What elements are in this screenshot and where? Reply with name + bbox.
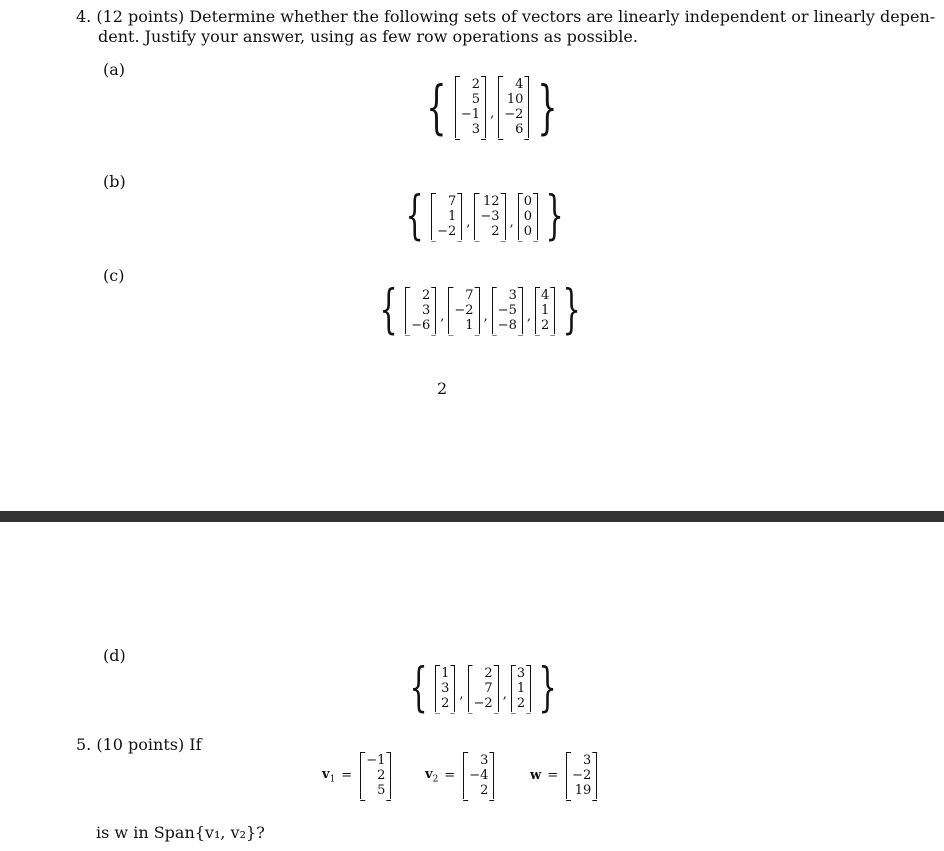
- left-brace: {: [405, 186, 424, 246]
- w-vector: [566, 752, 597, 799]
- matrix-entry: 5: [471, 92, 481, 107]
- matrix-entry: 2: [377, 768, 386, 783]
- problem5-question: is w in Span{v₁, v₂}?: [96, 823, 265, 842]
- left-brace: {: [426, 73, 447, 141]
- problem4-line1: 4. (12 points) Determine whether the following sets of vectors are linearly independent or linearly depen-: [76, 7, 936, 26]
- matrix-entry: 2: [441, 695, 450, 711]
- matrix-entry: 0: [523, 208, 532, 224]
- matrix-entry: 19: [574, 783, 592, 798]
- matrix-entry: −6: [411, 317, 431, 333]
- v1-vector: [360, 752, 391, 799]
- column-vector: [468, 665, 499, 712]
- column-vector: [535, 287, 555, 334]
- matrix-entry: 3: [480, 753, 489, 768]
- matrix-entry: 6: [515, 122, 524, 137]
- v1-label: $v_1$: [322, 766, 336, 785]
- comma-separator: ,: [509, 214, 514, 230]
- matrix-entry: 1: [441, 665, 450, 681]
- matrix-entry: 7: [465, 287, 474, 303]
- matrix-entry: 10: [506, 92, 524, 107]
- comma-separator: ,: [490, 105, 495, 121]
- right-brace: }: [545, 186, 564, 246]
- w-label: w: [530, 768, 542, 783]
- comma-separator: ,: [440, 308, 445, 324]
- matrix-entry: 0: [523, 193, 532, 209]
- matrix-entry: 7: [484, 680, 493, 696]
- matrix-entry: −3: [480, 208, 500, 224]
- matrix-entry: 3: [516, 665, 526, 681]
- problem5-intro: 5. (10 points) If: [76, 735, 202, 754]
- comma-separator: ,: [526, 308, 532, 324]
- column-vector: [455, 76, 486, 138]
- matrix-entry: 2: [421, 287, 431, 303]
- matrix-entry: 1: [516, 680, 526, 696]
- matrix-entry: 2: [516, 695, 526, 711]
- v2-label: $v_2$: [425, 766, 439, 785]
- part-a-label: (a): [103, 60, 126, 79]
- right-brace: }: [562, 280, 581, 340]
- matrix-entry: 1: [465, 317, 474, 333]
- v2-equals: =: [444, 768, 456, 783]
- column-vector: [431, 193, 462, 240]
- matrix-entry: 2: [541, 317, 550, 333]
- matrix-entry: 1: [447, 208, 457, 224]
- part-b-label: (b): [103, 172, 126, 191]
- matrix-entry: 2: [480, 783, 489, 798]
- matrix-entry: 4: [515, 77, 524, 92]
- part-c-vector-set: [372, 280, 588, 340]
- matrix-entry: 4: [541, 287, 550, 303]
- matrix-entry: 0: [523, 223, 532, 239]
- page-number: 2: [437, 379, 448, 398]
- matrix-entry: 1: [541, 302, 550, 318]
- matrix-entry: −2: [454, 302, 474, 318]
- part-a-vector-set: [418, 73, 566, 141]
- right-brace: }: [537, 73, 558, 141]
- part-d-vector-set: [402, 658, 564, 718]
- matrix-entry: 2: [471, 77, 481, 92]
- column-vector: [405, 287, 436, 334]
- v2-vector: [463, 752, 494, 799]
- matrix-entry: −2: [437, 223, 457, 239]
- matrix-entry: −1: [366, 753, 386, 768]
- comma-separator: ,: [502, 686, 507, 702]
- matrix-entry: −4: [469, 768, 489, 783]
- matrix-entry: −2: [473, 695, 493, 711]
- v1-definition: [322, 752, 391, 799]
- comma-separator: ,: [466, 214, 471, 230]
- column-vector: [498, 76, 529, 138]
- column-vector: [492, 287, 523, 334]
- part-d-label: (d): [103, 646, 126, 665]
- matrix-entry: −8: [497, 317, 517, 333]
- matrix-entry: −2: [504, 107, 524, 122]
- column-vector: [435, 665, 455, 712]
- comma-separator: ,: [483, 308, 488, 324]
- matrix-entry: −5: [497, 302, 517, 318]
- w-equals: =: [547, 768, 559, 783]
- matrix-entry: −1: [460, 107, 481, 122]
- column-vector: [511, 665, 531, 712]
- comma-separator: ,: [459, 686, 464, 702]
- matrix-entry: 5: [377, 783, 386, 798]
- column-vector: [474, 193, 505, 240]
- left-brace: {: [409, 658, 428, 718]
- matrix-entry: 3: [583, 753, 592, 768]
- left-brace: {: [379, 280, 398, 340]
- v2-definition: [425, 752, 494, 799]
- matrix-entry: 3: [508, 287, 517, 303]
- matrix-entry: 3: [441, 680, 450, 696]
- matrix-entry: 7: [447, 193, 457, 209]
- matrix-entry: 12: [483, 193, 500, 209]
- page-divider: [0, 511, 944, 522]
- matrix-entry: 2: [484, 665, 493, 681]
- part-c-label: (c): [103, 266, 125, 285]
- matrix-entry: 3: [421, 302, 431, 318]
- column-vector: [448, 287, 479, 334]
- matrix-entry: 3: [471, 122, 481, 137]
- matrix-entry: 2: [491, 223, 500, 239]
- problem4-line2: dent. Justify your answer, using as few row operations as possible.: [98, 27, 638, 46]
- right-brace: }: [538, 658, 557, 718]
- v1-equals: =: [341, 768, 353, 783]
- matrix-entry: −2: [572, 768, 592, 783]
- column-vector: [518, 193, 538, 240]
- part-b-vector-set: [398, 186, 571, 246]
- w-definition: [530, 752, 597, 799]
